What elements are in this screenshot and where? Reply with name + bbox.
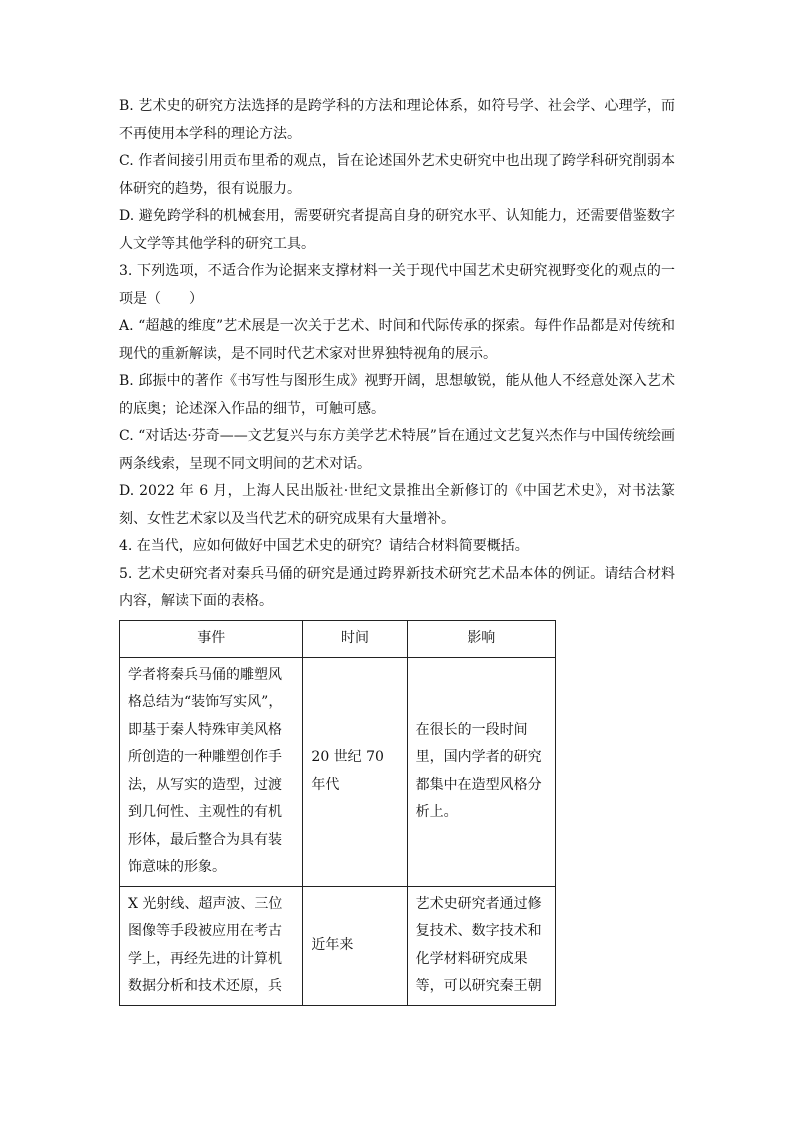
table-row (120, 657, 556, 886)
question-content (119, 93, 675, 1006)
question-4: 4. 在当代，应如何做好中国艺术史的研究？请结合材料简要概括。 (119, 538, 529, 554)
events-table (119, 620, 556, 1006)
table-header-row (120, 620, 556, 657)
question-3-option-a: A. “超越的维度”艺术展是一次关于艺术、时间和代际传承的探索。每件作品都是对传统和现代的重新解读，是不同时代艺术家对世界独特视角的展示。 (119, 318, 675, 362)
header-event: 事件 (120, 620, 303, 657)
table-row (120, 886, 556, 1005)
question-3-option-c: C. “对话达·芬奇——文艺复兴与东方美学艺术特展”旨在通过文艺复兴杰作与中国传统绘画两条线索，呈现不同文明间的艺术对话。 (119, 428, 675, 472)
cell-impact: 在很长的一段时间里，国内学者的研究都集中在造型风格分析上。 (407, 657, 555, 886)
question-5: 5. 艺术史研究者对秦兵马俑的研究是通过跨界新技术研究艺术品本体的例证。请结合材料内容，解读下面的表格。 (119, 565, 675, 609)
header-time: 时间 (303, 620, 407, 657)
option-b-paragraph: B. 艺术史的研究方法选择的是跨学科的方法和理论体系，如符号学、社会学、心理学，而不再使用本学科的理论方法。 (119, 98, 675, 142)
cell-time: 20 世纪 70 年代 (303, 657, 407, 886)
header-impact: 影响 (407, 620, 555, 657)
cell-event: X 光射线、超声波、三位图像等手段被应用在考古学上，再经先进的计算机数据分析和技术还原，兵 (120, 886, 303, 1005)
question-3-option-b: B. 邱振中的著作《书写性与图形生成》视野开阔，思想敏锐，能从他人不经意处深入艺术的底奥；论述深入作品的细节，可触可感。 (119, 373, 675, 417)
cell-event: 学者将秦兵马俑的雕塑风格总结为“装饰写实风”，即基于秦人特殊审美风格所创造的一种雕塑创作手法，从写实的造型，过渡到几何性、主观性的有机形体，最后整合为具有装饰意味的形象。 (120, 657, 303, 886)
cell-impact: 艺术史研究者通过修复技术、数字技术和化学材料研究成果等，可以研究秦王朝 (407, 886, 555, 1005)
question-3-option-d: D. 2022 年 6 月，上海人民出版社·世纪文景推出全新修订的《中国艺术史》，对书法篆刻、女性艺术家以及当代艺术的研究成果有大量增补。 (119, 483, 675, 527)
question-3-stem: 3. 下列选项，不适合作为论据来支撑材料一关于现代中国艺术史研究视野变化的观点的一项是（ ） (119, 263, 675, 307)
option-c-paragraph: C. 作者间接引用贡布里希的观点，旨在论述国外艺术史研究中也出现了跨学科研究削弱本体研究的趋势，很有说服力。 (119, 153, 675, 197)
option-d-paragraph: D. 避免跨学科的机械套用，需要研究者提高自身的研究水平、认知能力，还需要借鉴数字人文学等其他学科的研究工具。 (119, 208, 675, 252)
cell-time: 近年来 (303, 886, 407, 1005)
